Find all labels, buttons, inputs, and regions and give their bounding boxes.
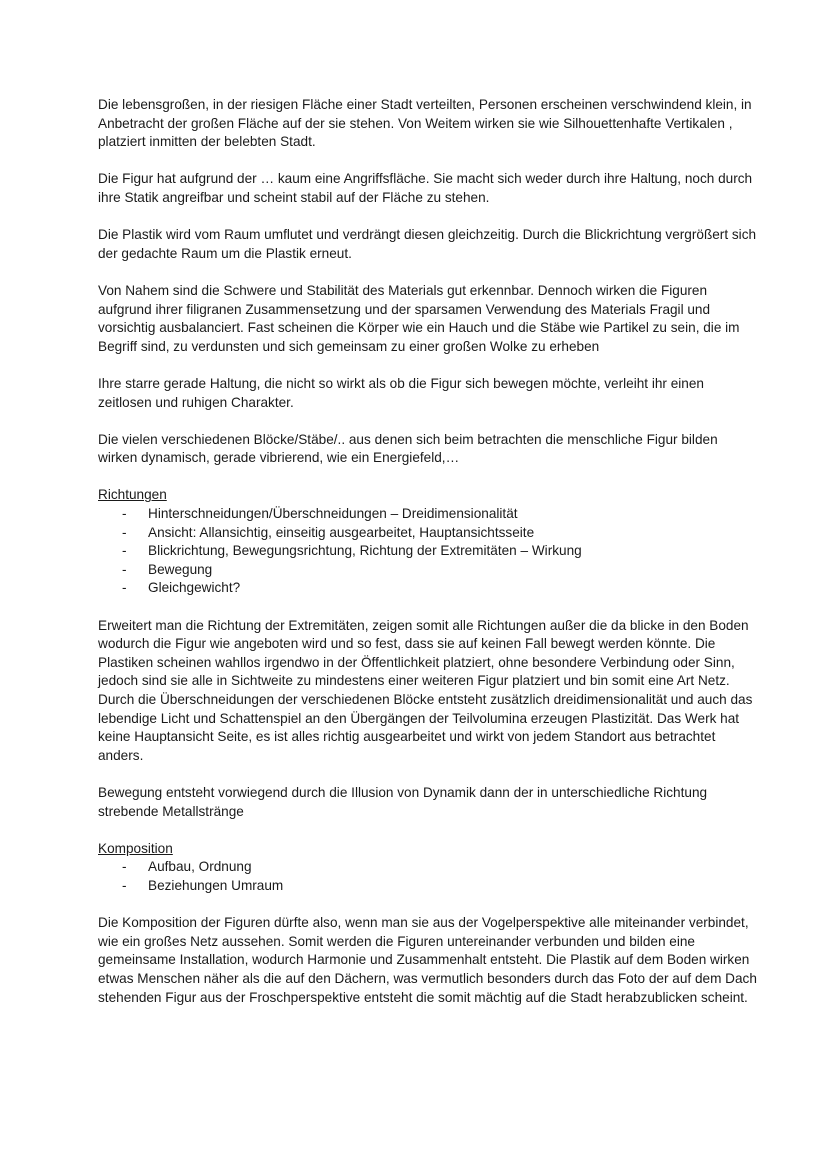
dash-bullet: -: [122, 877, 127, 893]
list-item-text: Beziehungen Umraum: [148, 877, 284, 893]
list-item: [98, 877, 758, 896]
dash-bullet: -: [122, 506, 127, 522]
list-item-text: Bewegung: [148, 561, 213, 577]
list-item-text: Aufbau, Ordnung: [148, 859, 252, 875]
komposition-list: [98, 858, 758, 895]
list-item-text: Hinterschneidungen/Überschneidungen – Dreidimensionalität: [148, 506, 518, 522]
paragraph-2: Die Figur hat aufgrund der … kaum eine Angriffsfläche. Sie macht sich weder durch ihre Haltung, noch durch ihre Statik angreifbar und scheint stabil auf der Fläche zu stehen.: [98, 171, 753, 205]
paragraph-5: Ihre starre gerade Haltung, die nicht so wirkt als ob die Figur sich bewegen möchte, verleiht ihr einen zeitlosen und ruhigen Charakter.: [98, 375, 704, 410]
list-item-text: Blickrichtung, Bewegungsrichtung, Richtung der Extremitäten – Wirkung: [148, 543, 582, 559]
paragraph-8: Durch die Überschneidungen der verschiedenen Blöcke entsteht zusätzlich dreidimensionalität und auch das lebendige Licht und Schattenspiel an den Übergängen der Teilvolumina erzeugen Plastizität. Das Werk hat keine Hauptansicht Seite, es ist alles richtig ausgearbeitet und wirkt von jedem Standort aus betrachtet anders.: [98, 692, 753, 763]
paragraph-7: Erweitert man die Richtung der Extremitäten, zeigen somit alle Richtungen außer die da blicke in den Boden wodurch die Figur wie angeboten wird und so fest, dass sie auf keinen Fall bewegt werden könnte. Die Plastiken scheinen wahllos irgendwo in der Öffentlichkeit platziert, ohne besondere Verbindung oder Sinn, jedoch sind sie alle in Sichtweite zu mindestens einer weiteren Figur platziert und bin somit eine Art Netz.: [98, 617, 749, 689]
dash-bullet: -: [122, 859, 127, 875]
richtungen-list: [98, 505, 758, 598]
paragraph-3: Die Plastik wird vom Raum umflutet und verdrängt diesen gleichzeitig. Durch die Blickrichtung vergrößert sich der gedachte Raum um die Plastik erneut.: [98, 227, 757, 261]
list-item: [98, 542, 758, 561]
dash-bullet: -: [122, 524, 127, 540]
paragraph-4: Von Nahem sind die Schwere und Stabilität des Materials gut erkennbar. Dennoch wirken die Figuren aufgrund ihrer filigranen Zusammensetzung und der sparsamen Verwendung des Materials Fragil und vorsichtig ausbalanciert. Fast scheinen die Körper wie ein Hauch und die Stäbe wie Partikel zu sein, die im Begriff sind, zu verdunsten und sich gemeinsam zu einer großen Wolke zu erheben: [98, 282, 740, 354]
list-item-text: Gleichgewicht?: [148, 580, 241, 596]
list-item: [98, 579, 758, 598]
dash-bullet: -: [122, 561, 127, 577]
dash-bullet: -: [122, 580, 127, 596]
list-item: [98, 561, 758, 580]
section-heading-komposition: Komposition: [98, 840, 173, 856]
paragraph-10: Die Komposition der Figuren dürfte also, wenn man sie aus der Vogelperspektive alle miteinander verbindet, wie ein großes Netz aussehen. Somit werden die Figuren untereinander verbunden und bilden eine gemeinsame Installation, wodurch Harmonie und Zusammenhalt entsteht. Die Plastik auf dem Boden wirken etwas Menschen näher als die auf den Dächern, was vermutlich besonders durch das Foto der auf dem Dach stehenden Figur aus der Froschperspektive entsteht die somit mächtig auf die Stadt herabzublicken scheint.: [98, 915, 757, 1005]
list-item: [98, 858, 758, 877]
list-item: [98, 524, 758, 543]
dash-bullet: -: [122, 543, 127, 559]
list-item: [98, 505, 758, 524]
paragraph-1: Die lebensgroßen, in der riesigen Fläche einer Stadt verteilten, Personen erscheinen verschwindend klein, in Anbetracht der großen Fläche auf der sie stehen. Von Weitem wirken sie wie Silhouettenhafte Vertikalen , platziert inmitten der belebten Stadt.: [98, 97, 752, 150]
document-page: [98, 96, 758, 1026]
paragraph-6: Die vielen verschiedenen Blöcke/Stäbe/.. aus denen sich beim betrachten die menschliche Figur bilden wirken dynamisch, gerade vibrierend, wie ein Energiefeld,…: [98, 431, 718, 466]
paragraph-9: Bewegung entsteht vorwiegend durch die Illusion von Dynamik dann der in unterschiedliche Richtung strebende Metallstränge: [98, 784, 708, 819]
section-heading-richtungen: Richtungen: [98, 487, 167, 503]
list-item-text: Ansicht: Allansichtig, einseitig ausgearbeitet, Hauptansichtsseite: [148, 524, 535, 540]
